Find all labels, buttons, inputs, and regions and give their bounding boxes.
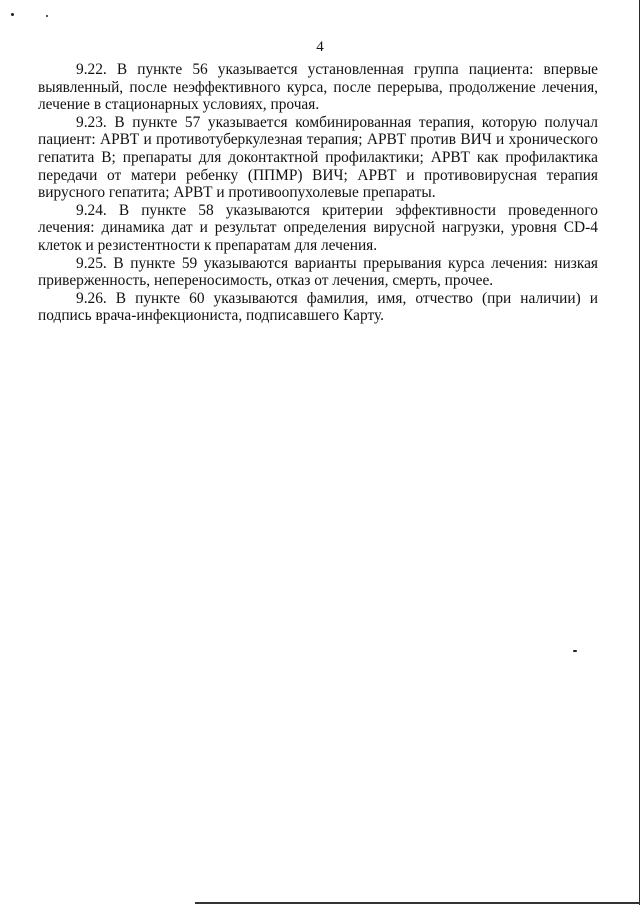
document-body bbox=[38, 61, 598, 325]
scan-artifact-mark bbox=[573, 650, 577, 652]
paragraph-9-25: 9.25. В пункте 59 указываются варианты прерывания курса лечения: низкая приверженность, непереносимость, отказ от лечения, смерть, прочее. bbox=[38, 254, 598, 290]
paragraph-9-26: 9.26. В пункте 60 указываются фамилия, имя, отчество (при наличии) и подпись врача-инфекциониста, подписавшего Карту. bbox=[38, 289, 598, 325]
paragraph-9-23: 9.23. В пункте 57 указывается комбинированная терапия, которую получал пациент: АРВТ и противотуберкулезная терапия; АРВТ против ВИЧ и хронического гепатита В; препараты для доконтактной профилактики; АРВТ как профилактика передачи от матери ребенку (ППМР) ВИЧ; АРВТ и противовирусная терапия вирусного гепатита; АРВТ и противоопухолевые препараты. bbox=[38, 113, 598, 202]
paragraph-9-24: 9.24. В пункте 58 указываются критерии эффективности проведенного лечения: динамика дат и результат определения вирусной нагрузки, уровня CD-4 клеток и резистентности к препаратам для лечения. bbox=[38, 201, 598, 254]
paragraph-9-22: 9.22. В пункте 56 указывается установленная группа пациента: впервые выявленный, после неэффективного курса, после перерыва, продолжение лечения, лечение в стационарных условиях, прочая. bbox=[38, 61, 598, 114]
scan-artifact-dot bbox=[11, 13, 14, 16]
scan-artifact-dot bbox=[46, 15, 48, 17]
page-number: 4 bbox=[316, 39, 324, 55]
scan-bottom-edge bbox=[195, 902, 640, 904]
